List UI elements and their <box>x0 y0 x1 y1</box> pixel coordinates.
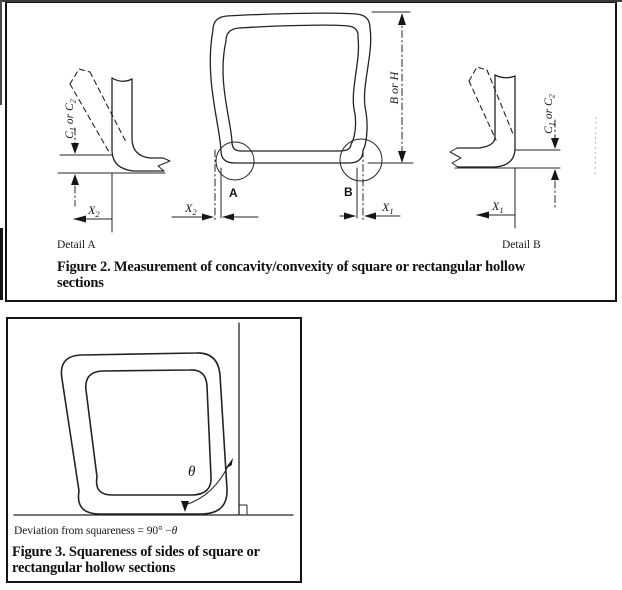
dim-x1-label: $X_1$ <box>382 200 394 216</box>
scan-artifact-left-bar <box>0 228 3 300</box>
deviation-note <box>14 525 177 537</box>
corner-b-label: B <box>344 185 353 199</box>
dim-x2-label: $X_2$ <box>185 201 197 217</box>
scan-artifact-top-edge <box>0 0 622 2</box>
dim-c-label: $C_1$ or $C_2$ <box>64 99 78 139</box>
detail-a-label: Detail A <box>57 239 96 251</box>
dim-b-or-h-label: B or H <box>387 71 401 105</box>
deviation-note-theta: θ <box>171 525 178 537</box>
detail-b-label: Detail B <box>502 239 541 251</box>
scan-artifact-left-edge <box>0 0 2 105</box>
figure3-caption-line2: rectangular hollow sections <box>12 560 176 576</box>
figure3-caption-line1: Figure 3. Squareness of sides of square or <box>12 544 260 560</box>
dim-x2-label: $X_2$ <box>88 203 100 219</box>
corner-a-label: A <box>229 186 238 200</box>
figure3-caption <box>12 544 300 576</box>
dim-c-label: $C_1$ or $C_2$ <box>543 94 557 134</box>
deviation-note-text: Deviation from squareness = 90° − <box>14 525 172 537</box>
theta-label: θ <box>188 464 196 480</box>
figure2-caption-line1: Figure 2. Measurement of concavity/convexity of square or rectangular hollow <box>57 259 526 275</box>
figure2-caption-line2: sections <box>57 275 104 291</box>
figure2-caption <box>57 259 597 291</box>
figure2-panel <box>5 1 617 302</box>
dim-x1-label: $X_1$ <box>492 199 504 215</box>
